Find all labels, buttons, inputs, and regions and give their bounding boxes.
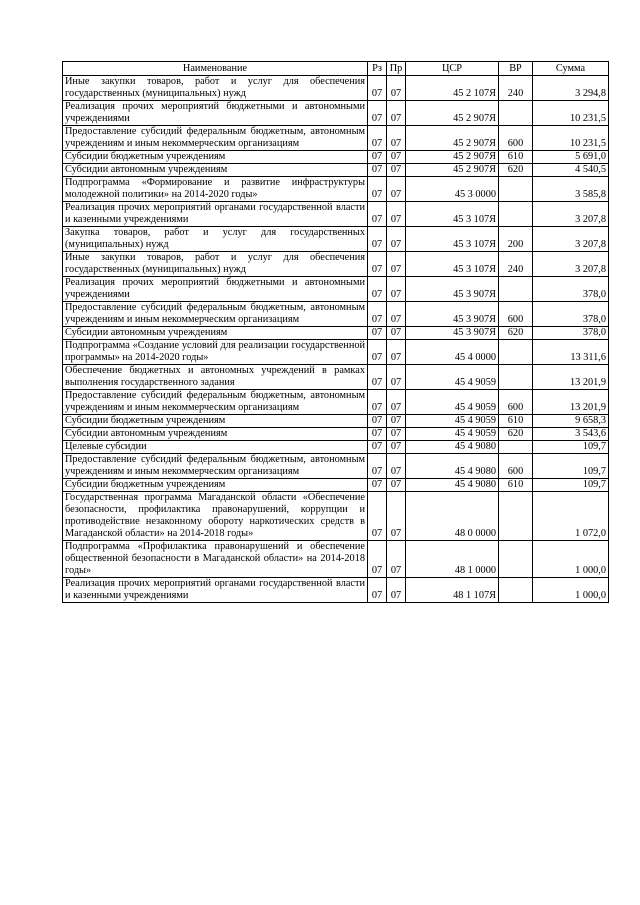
row-name: Подпрограмма «Создание условий для реализации государственной программы» на 2014-2020 годы» xyxy=(63,340,368,365)
row-pr: 07 xyxy=(387,164,406,177)
row-csr: 48 0 0000 xyxy=(406,492,499,541)
row-csr: 45 3 907Я xyxy=(406,327,499,340)
row-pr: 07 xyxy=(387,479,406,492)
row-sum: 109,7 xyxy=(533,479,609,492)
table-row xyxy=(63,428,609,441)
row-vr: 620 xyxy=(499,428,533,441)
row-vr: 600 xyxy=(499,302,533,327)
row-vr xyxy=(499,277,533,302)
row-pr: 07 xyxy=(387,151,406,164)
row-vr xyxy=(499,578,533,603)
row-csr: 45 4 9059 xyxy=(406,365,499,390)
row-vr xyxy=(499,541,533,578)
row-sum: 109,7 xyxy=(533,441,609,454)
table-row xyxy=(63,101,609,126)
row-sum: 1 000,0 xyxy=(533,541,609,578)
table-row xyxy=(63,164,609,177)
table-row xyxy=(63,252,609,277)
table-row xyxy=(63,177,609,202)
row-pr: 07 xyxy=(387,578,406,603)
row-vr: 600 xyxy=(499,390,533,415)
row-sum: 3 543,6 xyxy=(533,428,609,441)
row-rz: 07 xyxy=(368,164,387,177)
row-rz: 07 xyxy=(368,126,387,151)
row-pr: 07 xyxy=(387,252,406,277)
table-row xyxy=(63,479,609,492)
row-pr: 07 xyxy=(387,302,406,327)
table-row xyxy=(63,327,609,340)
row-csr: 45 2 907Я xyxy=(406,164,499,177)
row-pr: 07 xyxy=(387,492,406,541)
table-row xyxy=(63,365,609,390)
row-name: Подпрограмма «Формирование и развитие инфраструктуры молодежной политики» на 2014-2020 годы» xyxy=(63,177,368,202)
row-rz: 07 xyxy=(368,151,387,164)
row-vr xyxy=(499,101,533,126)
row-pr: 07 xyxy=(387,177,406,202)
table-row xyxy=(63,454,609,479)
row-csr: 45 2 907Я xyxy=(406,151,499,164)
row-sum: 10 231,5 xyxy=(533,101,609,126)
row-rz: 07 xyxy=(368,541,387,578)
row-rz: 07 xyxy=(368,415,387,428)
row-csr: 45 4 9080 xyxy=(406,441,499,454)
row-vr: 610 xyxy=(499,151,533,164)
table-row xyxy=(63,151,609,164)
row-rz: 07 xyxy=(368,277,387,302)
header-vr: ВР xyxy=(499,62,533,76)
header-row xyxy=(63,62,609,76)
table-row xyxy=(63,76,609,101)
row-vr: 200 xyxy=(499,227,533,252)
row-name: Субсидии автономным учреждениям xyxy=(63,428,368,441)
row-csr: 45 4 9059 xyxy=(406,415,499,428)
table-row xyxy=(63,541,609,578)
row-sum: 109,7 xyxy=(533,454,609,479)
row-sum: 9 658,3 xyxy=(533,415,609,428)
row-name: Субсидии бюджетным учреждениям xyxy=(63,151,368,164)
row-sum: 3 294,8 xyxy=(533,76,609,101)
row-vr: 620 xyxy=(499,327,533,340)
row-vr xyxy=(499,177,533,202)
row-csr: 45 4 9059 xyxy=(406,428,499,441)
row-sum: 378,0 xyxy=(533,277,609,302)
row-vr: 600 xyxy=(499,454,533,479)
row-name: Предоставление субсидий федеральным бюджетным, автономным учреждениям и иным некоммерческим организациям xyxy=(63,454,368,479)
row-csr: 45 3 907Я xyxy=(406,302,499,327)
row-vr xyxy=(499,441,533,454)
table-row xyxy=(63,302,609,327)
row-sum: 1 000,0 xyxy=(533,578,609,603)
row-sum: 13 201,9 xyxy=(533,390,609,415)
row-name: Обеспечение бюджетных и автономных учреждений в рамках выполнения государственного задания xyxy=(63,365,368,390)
row-sum: 13 201,9 xyxy=(533,365,609,390)
row-rz: 07 xyxy=(368,365,387,390)
row-vr xyxy=(499,365,533,390)
row-csr: 45 2 907Я xyxy=(406,101,499,126)
row-pr: 07 xyxy=(387,126,406,151)
row-name: Реализация прочих мероприятий бюджетными и автономными учреждениями xyxy=(63,101,368,126)
row-sum: 378,0 xyxy=(533,302,609,327)
row-csr: 45 3 107Я xyxy=(406,227,499,252)
row-name: Реализация прочих мероприятий органами государственной власти и казенными учреждениями xyxy=(63,578,368,603)
header-csr: ЦСР xyxy=(406,62,499,76)
row-rz: 07 xyxy=(368,327,387,340)
row-csr: 45 3 0000 xyxy=(406,177,499,202)
row-rz: 07 xyxy=(368,492,387,541)
row-rz: 07 xyxy=(368,390,387,415)
table-row xyxy=(63,227,609,252)
row-vr: 610 xyxy=(499,479,533,492)
header-sum: Сумма xyxy=(533,62,609,76)
row-name: Реализация прочих мероприятий бюджетными и автономными учреждениями xyxy=(63,277,368,302)
row-rz: 07 xyxy=(368,202,387,227)
row-vr: 600 xyxy=(499,126,533,151)
table-row xyxy=(63,390,609,415)
row-rz: 07 xyxy=(368,252,387,277)
table-row xyxy=(63,578,609,603)
row-rz: 07 xyxy=(368,302,387,327)
row-rz: 07 xyxy=(368,177,387,202)
row-name: Субсидии бюджетным учреждениям xyxy=(63,479,368,492)
row-pr: 07 xyxy=(387,227,406,252)
row-name: Предоставление субсидий федеральным бюджетным, автономным учреждениям и иным некоммерческим организациям xyxy=(63,126,368,151)
row-pr: 07 xyxy=(387,327,406,340)
table-row xyxy=(63,340,609,365)
row-sum: 1 072,0 xyxy=(533,492,609,541)
row-vr: 240 xyxy=(499,252,533,277)
row-csr: 45 2 107Я xyxy=(406,76,499,101)
row-vr xyxy=(499,492,533,541)
row-name: Подпрограмма «Профилактика правонарушений и обеспечение общественной безопасности в Магаданской области» на 2014-2018 годы» xyxy=(63,541,368,578)
row-rz: 07 xyxy=(368,479,387,492)
row-pr: 07 xyxy=(387,365,406,390)
row-name: Предоставление субсидий федеральным бюджетным, автономным учреждениям и иным некоммерческим организациям xyxy=(63,302,368,327)
table-row xyxy=(63,415,609,428)
row-sum: 3 207,8 xyxy=(533,202,609,227)
row-csr: 45 3 107Я xyxy=(406,252,499,277)
row-sum: 10 231,5 xyxy=(533,126,609,151)
table-row xyxy=(63,126,609,151)
row-rz: 07 xyxy=(368,454,387,479)
row-csr: 48 1 107Я xyxy=(406,578,499,603)
row-sum: 3 207,8 xyxy=(533,252,609,277)
row-sum: 378,0 xyxy=(533,327,609,340)
row-name: Государственная программа Магаданской области «Обеспечение безопасности, профилактика правонарушений, коррупции и противодействие незаконному обороту наркотических средств в Магаданской области» на 2014-2018 годы» xyxy=(63,492,368,541)
table-row xyxy=(63,202,609,227)
row-name: Целевые субсидии xyxy=(63,441,368,454)
table-row xyxy=(63,492,609,541)
row-name: Предоставление субсидий федеральным бюджетным, автономным учреждениям и иным некоммерческим организациям xyxy=(63,390,368,415)
row-csr: 45 2 907Я xyxy=(406,126,499,151)
row-pr: 07 xyxy=(387,390,406,415)
row-pr: 07 xyxy=(387,101,406,126)
row-csr: 45 4 9080 xyxy=(406,454,499,479)
row-pr: 07 xyxy=(387,541,406,578)
table-row xyxy=(63,441,609,454)
row-pr: 07 xyxy=(387,428,406,441)
row-rz: 07 xyxy=(368,76,387,101)
table-row xyxy=(63,277,609,302)
row-sum: 5 691,0 xyxy=(533,151,609,164)
row-rz: 07 xyxy=(368,428,387,441)
row-rz: 07 xyxy=(368,340,387,365)
budget-table xyxy=(62,61,609,603)
row-name: Закупка товаров, работ и услуг для государственных (муниципальных) нужд xyxy=(63,227,368,252)
row-name: Реализация прочих мероприятий органами государственной власти и казенными учреждениями xyxy=(63,202,368,227)
row-csr: 45 4 9080 xyxy=(406,479,499,492)
row-csr: 45 4 0000 xyxy=(406,340,499,365)
row-name: Субсидии автономным учреждениям xyxy=(63,164,368,177)
row-vr xyxy=(499,340,533,365)
row-csr: 48 1 0000 xyxy=(406,541,499,578)
row-rz: 07 xyxy=(368,227,387,252)
row-pr: 07 xyxy=(387,76,406,101)
row-name: Иные закупки товаров, работ и услуг для обеспечения государственных (муниципальных) нужд xyxy=(63,252,368,277)
row-csr: 45 4 9059 xyxy=(406,390,499,415)
header-name: Наименование xyxy=(63,62,368,76)
header-rz: Рз xyxy=(368,62,387,76)
row-pr: 07 xyxy=(387,340,406,365)
row-pr: 07 xyxy=(387,441,406,454)
row-pr: 07 xyxy=(387,415,406,428)
row-rz: 07 xyxy=(368,101,387,126)
row-pr: 07 xyxy=(387,202,406,227)
row-rz: 07 xyxy=(368,578,387,603)
row-sum: 3 585,8 xyxy=(533,177,609,202)
row-vr xyxy=(499,202,533,227)
header-pr: Пр xyxy=(387,62,406,76)
row-rz: 07 xyxy=(368,441,387,454)
row-csr: 45 3 107Я xyxy=(406,202,499,227)
row-sum: 3 207,8 xyxy=(533,227,609,252)
row-sum: 13 311,6 xyxy=(533,340,609,365)
row-name: Иные закупки товаров, работ и услуг для обеспечения государственных (муниципальных) нужд xyxy=(63,76,368,101)
row-pr: 07 xyxy=(387,277,406,302)
row-name: Субсидии автономным учреждениям xyxy=(63,327,368,340)
row-vr: 240 xyxy=(499,76,533,101)
row-sum: 4 540,5 xyxy=(533,164,609,177)
row-pr: 07 xyxy=(387,454,406,479)
row-name: Субсидии бюджетным учреждениям xyxy=(63,415,368,428)
row-vr: 610 xyxy=(499,415,533,428)
row-csr: 45 3 907Я xyxy=(406,277,499,302)
row-vr: 620 xyxy=(499,164,533,177)
